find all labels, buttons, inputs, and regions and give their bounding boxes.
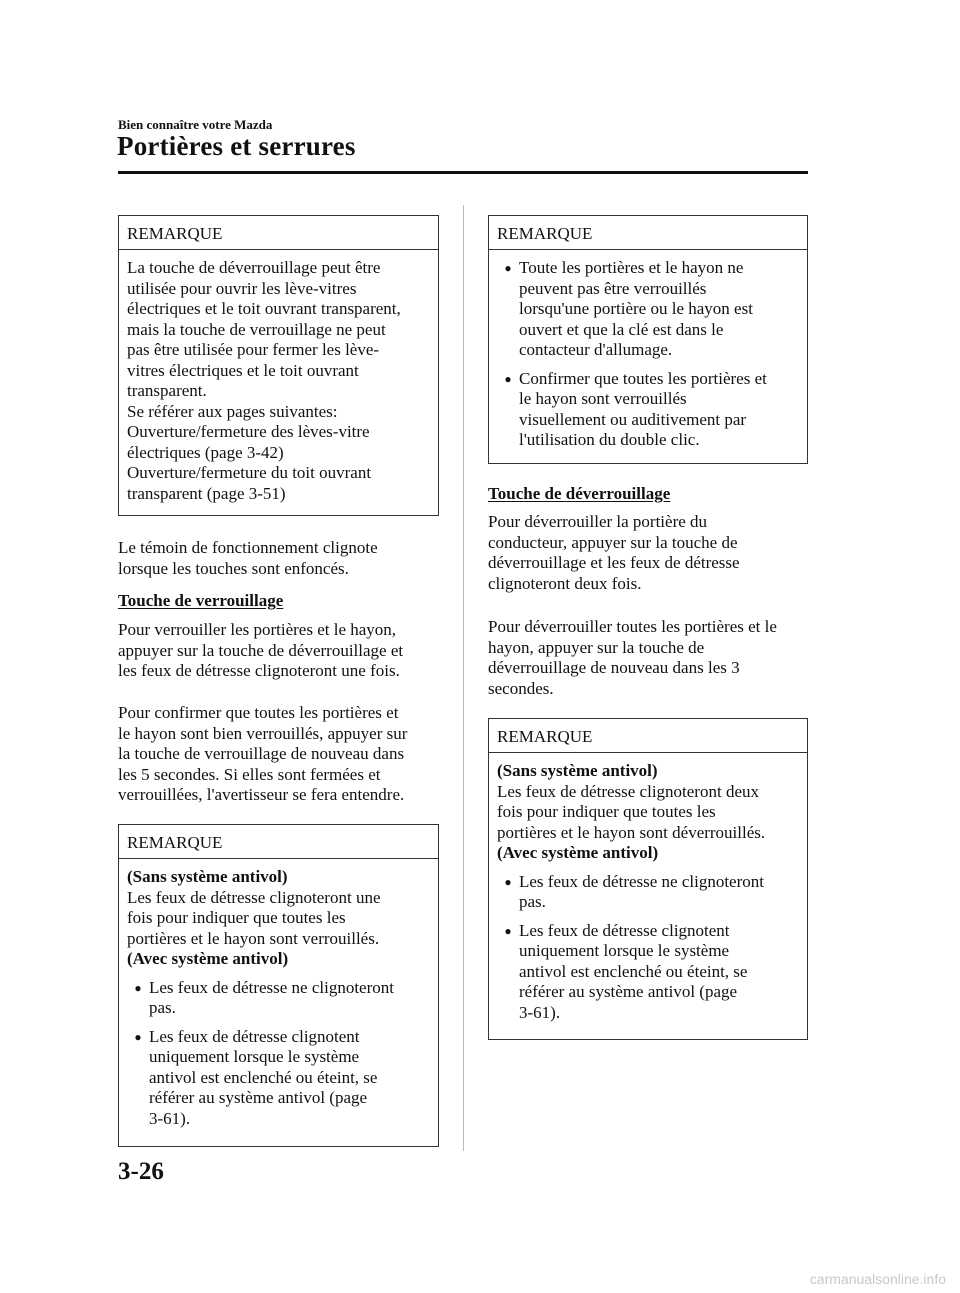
text-line: déverrouillage et les feux de détresse [488,553,740,572]
bullet-item [497,872,799,913]
text-line: mais la touche de verrouillage ne peut [127,319,386,339]
header-divider [118,171,808,174]
text-line: Pour déverrouiller la portière du [488,512,708,531]
note-box-unlock-windows [118,215,439,516]
text-line: Ouverture/fermeture du toit ouvrant [127,463,372,482]
with-antitheft-label: (Avec système antivol) [127,949,289,968]
with-antitheft-label: (Avec système antivol) [497,843,659,862]
bullet-text [519,872,799,913]
bullet-text [519,921,799,1024]
unlock-button-heading: Touche de déverrouillage [488,484,671,503]
text-line: Pour verrouiller les portières et le hayon, [118,620,397,639]
note-body [119,859,438,1139]
note-box-lock-antitheft [118,824,439,1147]
text-line: référer au système antivol (page [519,982,738,1001]
text-line: Les feux de détresse clignotent [149,1026,360,1046]
note-title: REMARQUE [119,825,438,859]
text-line: La touche de déverrouillage peut être [127,258,381,277]
text-line: Les feux de détresse clignoteront deux [497,781,759,801]
column-divider [463,205,464,1151]
indicator-paragraph [118,538,448,579]
without-antitheft-label: (Sans système antivol) [127,867,288,886]
bullet-text [519,369,799,451]
text-line: Pour confirmer que toutes les portières et [118,703,399,722]
text-line: l'utilisation du double clic. [519,430,700,449]
lock-button-heading: Touche de verrouillage [118,591,284,610]
text-line: ouvert et que la clé est dans le [519,319,724,339]
text-line: fois pour indiquer que toutes les [127,908,346,927]
text-line: portières et le hayon sont verrouillés. [127,928,380,948]
note-box-unlock-antitheft [488,718,808,1040]
text-line: 3-61). [149,1108,191,1128]
note-body [489,753,807,1033]
text-line: fois pour indiquer que toutes les [497,802,716,821]
text-line: conducteur, appuyer sur la touche de [488,532,738,552]
without-antitheft-text [127,888,430,950]
text-line: clignoteront deux fois. [488,573,642,593]
text-line: pas. [149,998,176,1017]
unlock-paragraph-2 [488,617,818,699]
unlock-paragraph-1 [488,512,818,594]
section-label: Bien connaître votre Mazda [118,117,273,132]
text-line: les feux de détresse clignoteront une fois. [118,661,400,680]
bullet-text [519,258,799,361]
text-line: secondes. [488,678,554,698]
bullet-icon: ● [134,1029,142,1044]
text-line: déverrouillage de nouveau dans les 3 [488,658,740,677]
without-antitheft-label: (Sans système antivol) [497,761,658,780]
bullet-item [497,369,799,451]
bullet-text [149,978,430,1019]
text-line: 3-61). [519,1002,561,1022]
watermark: carmanualsonline.info [809,1271,946,1287]
text-line: Se référer aux pages suivantes: [127,401,338,421]
text-line: vitres électriques et le toit ouvrant [127,360,359,380]
bullet-item [127,1027,430,1130]
text-line: peuvent pas être verrouillés [519,278,707,298]
note-box-lock-conditions [488,215,808,464]
bullet-list [497,872,799,1024]
text-line: électriques (page 3-42) [127,442,284,462]
bullet-icon: ● [504,874,512,889]
text-line: Pour déverrouiller toutes les portières et le [488,617,777,636]
bullet-icon: ● [504,371,512,386]
text-line: Les feux de détresse clignotent [519,920,730,940]
lock-paragraph-1 [118,620,453,682]
bullet-icon: ● [504,923,512,938]
bullet-item [497,921,799,1024]
text-line: Ouverture/fermeture des lèves-vitre [127,422,370,441]
text-line: antivol est enclenché ou éteint, se [519,961,748,981]
text-line: les 5 secondes. Si elles sont fermées et [118,764,381,784]
bullet-icon: ● [504,261,512,275]
text-line: portières et le hayon sont déverrouillés. [497,822,766,842]
bullet-item [497,258,799,361]
text-line: la touche de verrouillage de nouveau dans [118,744,405,763]
text-line: transparent (page 3-51) [127,483,286,503]
text-line: lorsqu'une portière ou le hayon est [519,299,753,318]
text-line: verrouillées, l'avertisseur se fera entendre. [118,785,405,804]
text-line: hayon, appuyer sur la touche de [488,637,705,657]
text-line: Confirmer que toutes les portières et [519,368,767,388]
text-line: utilisée pour ouvrir les lève-vitres [127,278,357,298]
note-title: REMARQUE [489,216,807,250]
text-line: Les feux de détresse clignoteront une [127,887,381,907]
text-line: Le témoin de fonctionnement clignote [118,538,378,557]
note-body [119,250,438,514]
text-line: lorsque les touches sont enfoncés. [118,558,349,578]
text-line: Toute les portières et le hayon ne [519,258,744,277]
bullet-icon: ● [134,980,142,995]
text-line: Les feux de détresse ne clignoteront [149,977,394,997]
text-line: pas être utilisée pour fermer les lève- [127,340,380,359]
note-title: REMARQUE [489,719,807,753]
bullet-item [127,978,430,1019]
text-line: appuyer sur la touche de déverrouillage et [118,640,404,660]
text-line: Les feux de détresse ne clignoteront [519,871,764,891]
text-line: contacteur d'allumage. [519,340,673,359]
note-title: REMARQUE [119,216,438,250]
bullet-list [127,978,430,1130]
bullet-text [149,1027,430,1130]
text-line: uniquement lorsque le système [519,941,730,960]
text-line: électriques et le toit ouvrant transparent, [127,299,401,318]
text-line: transparent. [127,381,207,400]
page-number: 3-26 [118,1158,164,1185]
text-line: antivol est enclenché ou éteint, se [149,1067,378,1087]
text-line: référer au système antivol (page [149,1088,368,1107]
text-line: visuellement ou auditivement par [519,409,747,429]
page-title: Portières et serrures [117,131,356,161]
text-line: uniquement lorsque le système [149,1047,360,1066]
text-line: le hayon sont bien verrouillés, appuyer sur [118,723,408,743]
bullet-list [489,258,807,461]
text-line: pas. [519,892,546,911]
lock-paragraph-2 [118,703,453,806]
without-antitheft-text [497,782,799,844]
text-line: le hayon sont verrouillés [519,389,687,408]
